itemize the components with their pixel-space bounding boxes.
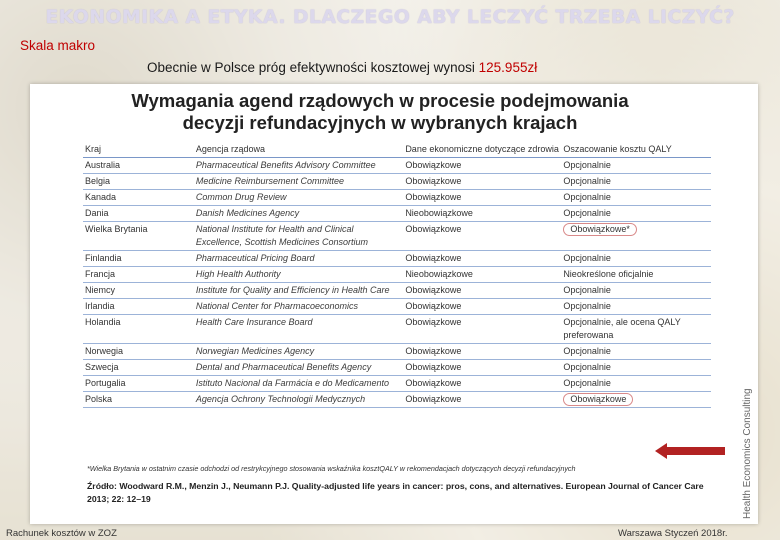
cell-qaly: Opcjonalnie bbox=[561, 283, 711, 299]
table-row bbox=[83, 267, 711, 283]
cell-country: Belgia bbox=[83, 174, 194, 190]
cell-qaly: Opcjonalnie bbox=[561, 344, 711, 360]
figure-title bbox=[30, 90, 730, 134]
cell-country: Niemcy bbox=[83, 283, 194, 299]
cell-economic-data: Obowiązkowe bbox=[403, 190, 561, 206]
header-country: Kraj bbox=[83, 142, 194, 158]
figure-title-line-1: Wymagania agend rządowych w procesie podejmowania bbox=[131, 90, 629, 111]
cell-country: Polska bbox=[83, 392, 194, 408]
figure-title-line-2: decyzji refundacyjnych w wybranych krajach bbox=[182, 112, 578, 133]
table-footnote: *Wielka Brytania w ostatnim czasie odchodzi od restrykcyjnego stosowania wskaźnika kosztQALY w rekomendacjach dotyczących decyzji refundacyjnych bbox=[87, 464, 576, 473]
table-row bbox=[83, 299, 711, 315]
cell-agency: National Center for Pharmacoeconomics bbox=[194, 299, 403, 315]
cell-agency: Institute for Quality and Efficiency in Health Care bbox=[194, 283, 403, 299]
cell-qaly bbox=[561, 222, 711, 251]
cell-agency: Pharmaceutical Benefits Advisory Committee bbox=[194, 158, 403, 174]
cell-economic-data: Obowiązkowe bbox=[403, 251, 561, 267]
threshold-value: 125.955zł bbox=[478, 60, 538, 75]
table-row bbox=[83, 158, 711, 174]
threshold-statement bbox=[147, 60, 537, 75]
reimbursement-table bbox=[83, 142, 711, 408]
table-header-row bbox=[83, 142, 711, 158]
cell-qaly: Opcjonalnie bbox=[561, 174, 711, 190]
cell-agency: High Health Authority bbox=[194, 267, 403, 283]
cell-qaly: Opcjonalnie, ale ocena QALY preferowana bbox=[561, 315, 711, 344]
table-row bbox=[83, 251, 711, 267]
cell-country: Australia bbox=[83, 158, 194, 174]
cell-agency: Agencja Ochrony Technologii Medycznych bbox=[194, 392, 403, 408]
table-body bbox=[83, 158, 711, 408]
cell-qaly: Opcjonalnie bbox=[561, 299, 711, 315]
cell-country: Norwegia bbox=[83, 344, 194, 360]
cell-agency: National Institute for Health and Clinical Excellence, Scottish Medicines Consortium bbox=[194, 222, 403, 251]
cell-economic-data: Obowiązkowe bbox=[403, 360, 561, 376]
table-row bbox=[83, 376, 711, 392]
cell-economic-data: Obowiązkowe bbox=[403, 222, 561, 251]
table-row bbox=[83, 222, 711, 251]
cell-country: Szwecja bbox=[83, 360, 194, 376]
table-row bbox=[83, 315, 711, 344]
threshold-text: Obecnie w Polsce próg efektywności kosztowej wynosi bbox=[147, 60, 479, 75]
cell-economic-data: Obowiązkowe bbox=[403, 158, 561, 174]
cell-agency: Dental and Pharmaceutical Benefits Agency bbox=[194, 360, 403, 376]
cell-country: Dania bbox=[83, 206, 194, 222]
cell-agency: Medicine Reimbursement Committee bbox=[194, 174, 403, 190]
header-economic-data: Dane ekonomiczne dotyczące zdrowia bbox=[403, 142, 561, 158]
cell-economic-data: Obowiązkowe bbox=[403, 376, 561, 392]
cell-economic-data: Obowiązkowe bbox=[403, 392, 561, 408]
footer-right: Warszawa Styczeń 2018r. bbox=[618, 528, 728, 539]
cell-economic-data: Nieobowiązkowe bbox=[403, 267, 561, 283]
cell-qaly: Opcjonalnie bbox=[561, 158, 711, 174]
cell-agency: Norwegian Medicines Agency bbox=[194, 344, 403, 360]
cell-agency: Health Care Insurance Board bbox=[194, 315, 403, 344]
cell-economic-data: Obowiązkowe bbox=[403, 283, 561, 299]
table-row bbox=[83, 344, 711, 360]
slide-title: EKONOMIKA A ETYKA. DLACZEGO ABY LECZYĆ TRZEBA LICZYĆ? bbox=[45, 6, 735, 28]
cell-country: Finlandia bbox=[83, 251, 194, 267]
footer-left: Rachunek kosztów w ZOZ bbox=[6, 528, 117, 539]
watermark-text: Health Economics Consulting bbox=[742, 388, 753, 520]
cell-economic-data: Obowiązkowe bbox=[403, 299, 561, 315]
table-row bbox=[83, 190, 711, 206]
cell-qaly bbox=[561, 392, 711, 408]
cell-economic-data: Obowiązkowe bbox=[403, 174, 561, 190]
cell-country: Francja bbox=[83, 267, 194, 283]
figure-card bbox=[30, 84, 758, 524]
cell-agency: Common Drug Review bbox=[194, 190, 403, 206]
cell-country: Holandia bbox=[83, 315, 194, 344]
header-agency: Agencja rządowa bbox=[194, 142, 403, 158]
source-citation: Źródło: Woodward R.M., Menzin J., Neumann P.J. Quality-adjusted life years in cancer: pros, cons, and alternatives. European Journal of Cancer Care 2013; 22: 12–19 bbox=[87, 481, 704, 504]
cell-country: Kanada bbox=[83, 190, 194, 206]
table-row bbox=[83, 283, 711, 299]
cell-economic-data: Obowiązkowe bbox=[403, 315, 561, 344]
highlighted-qaly-value: Obowiązkowe bbox=[563, 393, 633, 406]
table-row bbox=[83, 174, 711, 190]
cell-qaly: Opcjonalnie bbox=[561, 376, 711, 392]
table-row bbox=[83, 392, 711, 408]
table-row bbox=[83, 360, 711, 376]
cell-qaly: Opcjonalnie bbox=[561, 190, 711, 206]
cell-economic-data: Nieobowiązkowe bbox=[403, 206, 561, 222]
header-qaly: Oszacowanie kosztu QALY bbox=[561, 142, 711, 158]
cell-country: Portugalia bbox=[83, 376, 194, 392]
cell-country: Wielka Brytania bbox=[83, 222, 194, 251]
cell-economic-data: Obowiązkowe bbox=[403, 344, 561, 360]
cell-qaly: Opcjonalnie bbox=[561, 206, 711, 222]
highlighted-qaly-value: Obowiązkowe* bbox=[563, 223, 637, 236]
table-row bbox=[83, 206, 711, 222]
cell-qaly: Opcjonalnie bbox=[561, 251, 711, 267]
cell-qaly: Nieokreślone oficjalnie bbox=[561, 267, 711, 283]
left-arrow-icon bbox=[655, 443, 725, 459]
section-label: Skala makro bbox=[20, 38, 96, 53]
cell-qaly: Opcjonalnie bbox=[561, 360, 711, 376]
cell-agency: Pharmaceutical Pricing Board bbox=[194, 251, 403, 267]
cell-country: Irlandia bbox=[83, 299, 194, 315]
cell-agency: Danish Medicines Agency bbox=[194, 206, 403, 222]
cell-agency: Istituto Nacional da Farmácia e do Medicamento bbox=[194, 376, 403, 392]
